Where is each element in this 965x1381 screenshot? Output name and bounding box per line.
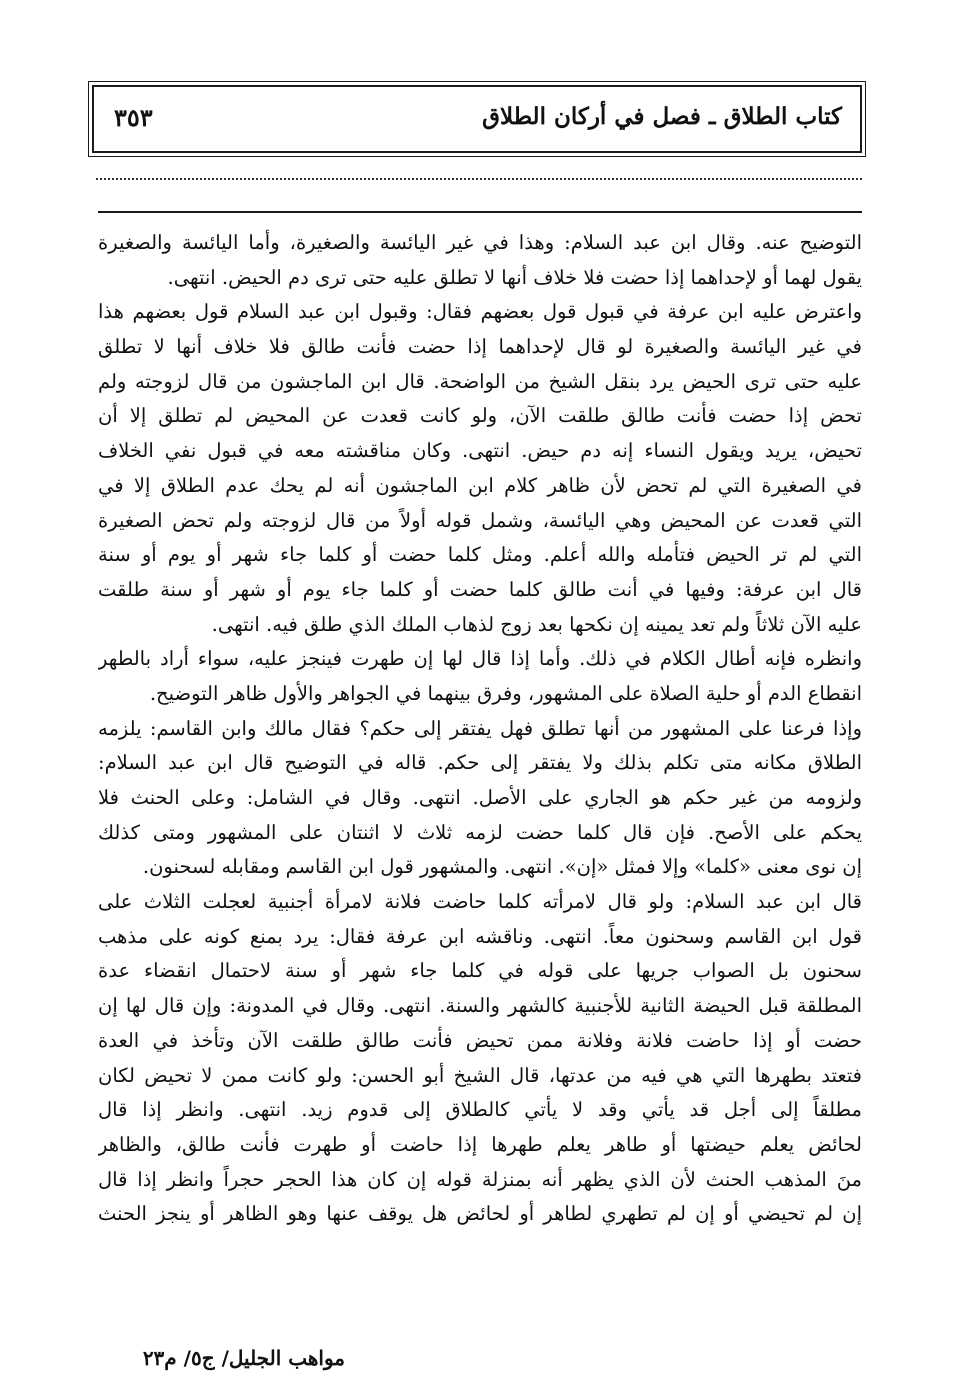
text-line: مطلقاً إلى أجل قد يأتي وقد لا يأتي كالطلاق إلى قدوم زيد. انتهى. وانظر إذا قال [98,1098,862,1122]
solid-divider [98,211,862,213]
text-line: قال ابن عرفة: وفيها في أنت طالق كلما حضت أو كلما جاء يوم أو شهر أو سنة طلقت [98,577,862,601]
text-line: قول ابن القاسم وسحنون معاً. انتهى. وناقشه ابن عرفة فقال: يرد بمنع كونه على مذهب [98,924,862,948]
text-line: التي لم تر الحيض فتأمله والله أعلم. ومثل كلما حضت أو كلما جاء شهر أو يوم أو سنة [98,543,862,567]
text-line: وانظره فإنه أطال الكلام في ذلك. وأما إذا قال لها إن طهرت فينجز عليه، سواء أراد بالطهر [98,647,862,671]
text-line: تحيض، يريد ويقول النساء إنه دم حيض. انتهى. وكان مناقشته معه في قبول نفي الخلاف [98,439,862,463]
text-line: سحنون بل الصواب جريها على قوله في كلما جاء شهر أو سنة لاحتمال انقضاء عدة [98,959,862,983]
text-line: فتعتد بطهرها التي هي فيه من عدتها، قال الشيخ أبو الحسن: ولو كانت ممن لا تحيض لكان [98,1063,862,1087]
text-line: عليه الآن ثلاثاً ولم تعد يمينه إن نكحها بعد زوج لذهاب الملك الذي طلق فيه. انتهى. [211,612,862,636]
text-line: حضت أو إذا حاضت فلانة وفلانة ممن تحيض فأنت طالق طلقت الآن وتأخذ في العدة [98,1028,862,1052]
text-line: في غير اليائسة والصغيرة لو قال لإحداهما إذا حضت فأنت طالق فلا خلاف أنها لا تطلق [98,335,862,359]
header-title: كتاب الطلاق ـ فصل في أركان الطلاق [482,103,842,130]
running-header [92,85,862,153]
text-line: التوضيح عنه. وقال ابن عبد السلام: وهذا في غير اليائسة والصغيرة، وأما اليائسة والصغيرة [98,231,862,254]
text-line: في الصغيرة التي لم تحض لأن ظاهر كلام ابن الماجشون أنه لم يحك عدم الطلاق إلا في [98,473,862,497]
text-line: يحكم على الأصح. فإن قال كلما حضت لزمه ثلاث لا اثنتان على المشهور ومتى كذلك [98,820,862,844]
text-line: إن لم تحيضي أو إن لم تطهري لطاهر أو لحائض هل يوقف عنها وهو الظاهر أو ينجز الحنث [98,1202,862,1226]
text-line: منَ المذهب الحنث لأن الذي يظهر أنه بمنزلة قوله إن كان هذا الحجر حجراً وانظر إذا قال [98,1167,862,1191]
text-line: التي قعدت عن المحيض وهي اليائسة، وشمل قوله أولاً من قال لزوجته ولم تحض الصغيرة [98,508,862,532]
text-line: قال ابن عبد السلام: ولو قال لامرأته كلما حاضت فلانة لامرأة أجنبية لعجلت الثلاث على [98,890,862,914]
text-line: وإذا فرعنا على المشهور من أنها تطلق فهل يفتقر إلى حكم؟ فقال مالك وابن القاسم: يلزمه [98,716,862,740]
text-line: المطلقة قبل الحيضة الثانية للأجنبية كالشهر والسنة. انتهى. وقال في المدونة: وإن قال لها إن [98,994,862,1018]
text-line: عليه حتى ترى الحيض يرد بنقل الشيخ من الواضحة. قال ابن الماجشون من قال لزوجته ولم [98,369,862,393]
text-line: تحض إذا حضت فأنت طالق طلقت الآن، ولو كانت قعدت عن المحيض لم تطلق إلا أن [98,404,862,428]
text-line: ولزومه من غير حكم هو الجاري على الأصل. انتهى. وقال في الشامل: وعلى الحنث فلا [98,786,862,809]
text-line: واعترض عليه ابن عرفة في قبول قول بعضهم فقال: وقبول ابن عبد السلام قول بعضهم هذا [98,300,862,324]
text-line: لحائض يعلم حيضتها أو طاهر يعلم طهرها إذا حاضت أو طهرت فأنت طالق، والظاهر [98,1132,862,1156]
main-text-block [98,226,862,1232]
dotted-divider [96,178,862,180]
text-line: الطلاق مكانه متى تكلم بذلك ولا يفتقر إلى حكم. قاله في التوضيح قال ابن عبد السلام: [98,751,862,775]
text-line: إن نوى معنى «كلما» وإلا فمثل «إن». انتهى. والمشهور قول ابن القاسم ومقابله لسحنون. [142,855,862,879]
text-line: انقطاع الدم أو حلية الصلاة على المشهور، وفرق بينهما في الجواهر والأول ظاهر التوضيح. [149,681,862,705]
volume-signature: مواهب الجليل/ ج٥/ م٢٣ [142,1346,345,1370]
page-number: ٣٥٣ [114,103,153,132]
text-line: يقول لهما أو لإحداهما إذا حضت فلا خلاف أنها لا تطلق عليه حتى ترى دم الحيض. انتهى. [167,265,862,289]
